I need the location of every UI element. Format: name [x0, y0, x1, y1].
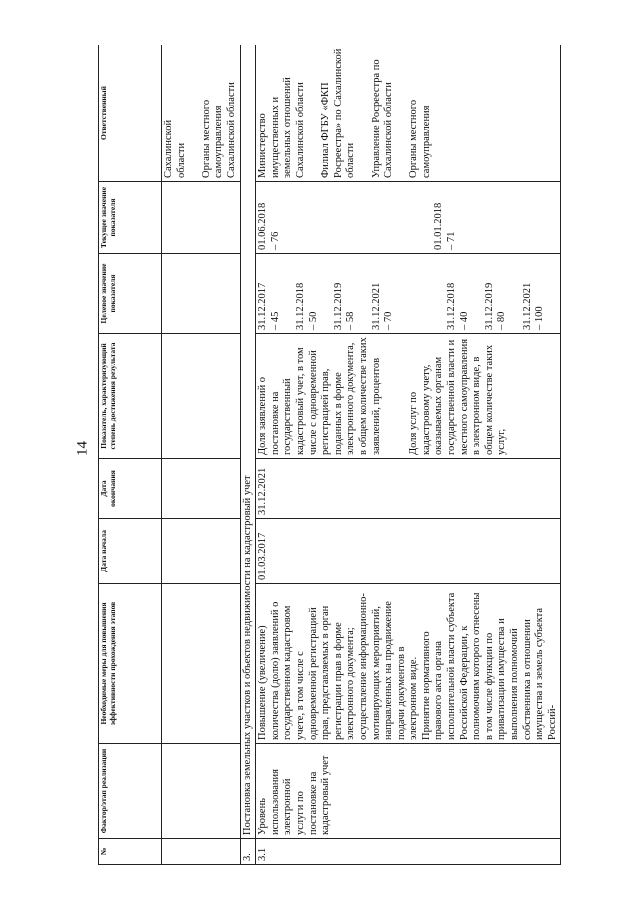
table-sheet — [98, 45, 640, 865]
header-target: Целевое значение показателя — [99, 254, 162, 334]
header-num: № — [99, 839, 162, 865]
row-current: 01.06.2018 – 76 01.01.2018 – 71 — [256, 182, 561, 254]
table-row — [256, 45, 561, 865]
section-row — [240, 45, 256, 865]
row-end: 31.12.2021 — [256, 459, 561, 519]
page-number: 14 — [74, 441, 91, 456]
section-title: Постановка земельных участков и объектов недвижимости на кадастровый учет — [240, 45, 256, 839]
header-indicator: Показатель, характеризующий степень достижения результата — [99, 334, 162, 459]
row-responsible: Министерство имущественных и земельных отношений Сахалинской области Филиал ФГБУ «ФКП Росреестра» по Сахалинской области Управление Росреестра по Сахалинской области Органы местного самоуправления — [256, 45, 561, 182]
prev-responsible: Сахалинской области Органы местного самоуправления Сахалинской области — [162, 45, 241, 182]
header-current: Текущее значение показателя — [99, 182, 162, 254]
header-responsible: Ответственный — [99, 45, 162, 182]
section-num: 3. — [240, 839, 256, 865]
row-num: 3.1 — [256, 839, 561, 865]
row-target: 31.12.2017 – 45 31.12.2018 – 50 31.12.2019 – 58 31.12.2021 – 70 31.12.2018 – 40 31.12.2019 – 80 31.12.2021 – 100 — [256, 254, 561, 334]
header-measures: Необходимые меры для повышения эффективности прохождения этапов — [99, 584, 162, 744]
header-factor: Фактор/этап реализации — [99, 744, 162, 839]
header-start: Дата начала — [99, 519, 162, 584]
header-row — [99, 45, 162, 865]
row-factor: Уровень использования электронной услуги по постановке на кадастровый учет — [256, 744, 561, 839]
row-start: 01.03.2017 — [256, 519, 561, 584]
row-measures: Повышение (увеличение) количества (долю) заявлений о государственном кадастровом учете, в том числе с одновременной регистрацией прав, представляемых в орган регистрации прав в форме электронного документа; осуществление информационно-мотивирующих мероприятий, направленных на продвижение подачи документов в электронном виде. Принятие нормативного правового акта органа исполнительной власти субъекта Российской Федерации, к полномочиям которого отнесены в том числе функции по приватизации имущества и выполнения полномочий собственника в отношении имущества и земель субъекта Россий- — [256, 584, 561, 744]
header-end: Дата окончания — [99, 459, 162, 519]
table-row — [162, 45, 241, 865]
rotated-page — [98, 45, 640, 865]
measures-table — [98, 45, 561, 865]
row-indicator: Доля заявлений о постановке на государственный кадастровый учет, в том числе с одновременной регистрацией прав, поданных в форме электронного документа, в общем количестве таких заявлений, процентов Доля услуг по кадастровому учету, оказываемых органам государственной власти и местного самоуправления в электронном виде, в общем количестве таких услуг, — [256, 334, 561, 459]
